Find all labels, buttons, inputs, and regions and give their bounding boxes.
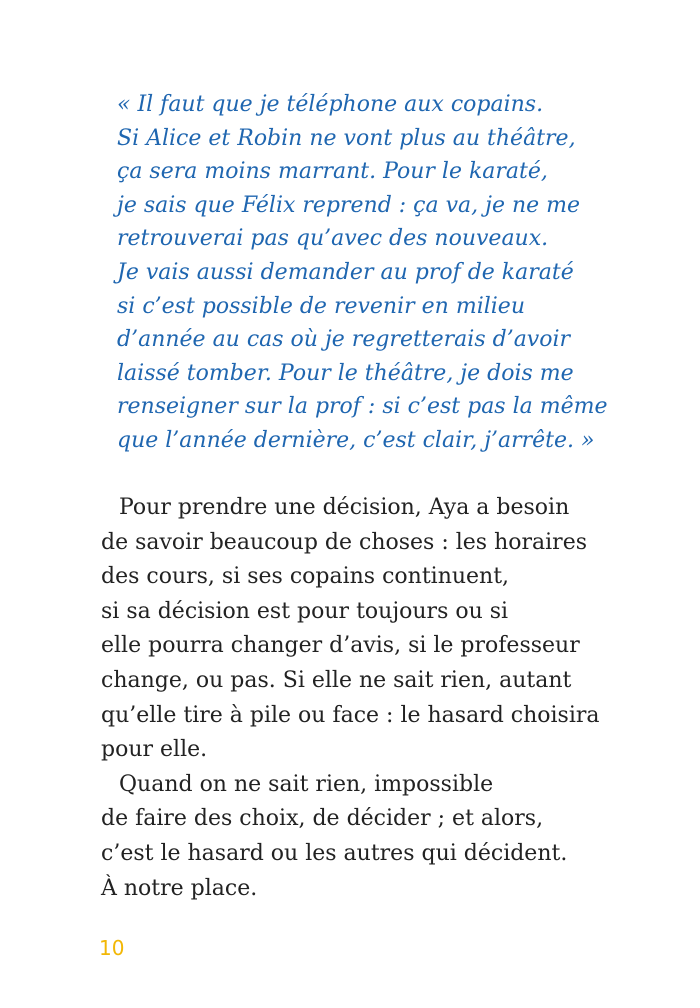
body-text bbox=[101, 491, 681, 906]
body-line: si sa décision est pour toujours ou si bbox=[101, 598, 509, 624]
paragraph-2 bbox=[101, 768, 681, 906]
quote-line: retrouverai pas qu’avec des nouveaux. bbox=[117, 226, 549, 252]
quote-line: renseigner sur la prof : si c’est pas la même bbox=[117, 394, 608, 420]
quote-line: d’année au cas où je regretterais d’avoir bbox=[117, 327, 571, 353]
quote-line: ça sera moins marrant. Pour le karaté, bbox=[117, 159, 548, 185]
body-line: de faire des choix, de décider ; et alors, bbox=[101, 806, 544, 832]
page-number: 10 bbox=[99, 936, 125, 960]
quote-line: laissé tomber. Pour le théâtre, je dois me bbox=[117, 360, 574, 386]
body-line: Quand on ne sait rien, impossible bbox=[119, 771, 494, 797]
body-line: des cours, si ses copains continuent, bbox=[101, 564, 510, 590]
quote-line: que l’année dernière, c’est clair, j’arrête. » bbox=[117, 427, 595, 453]
body-line: change, ou pas. Si elle ne sait rien, autant bbox=[101, 667, 572, 693]
quote-line: Si Alice et Robin ne vont plus au théâtre, bbox=[117, 125, 576, 151]
quote-block bbox=[117, 88, 677, 458]
body-line: elle pourra changer d’avis, si le professeur bbox=[101, 633, 580, 659]
quote-line: « Il faut que je téléphone aux copains. bbox=[117, 92, 544, 117]
quote-line: si c’est possible de revenir en milieu bbox=[117, 293, 525, 319]
body-line: pour elle. bbox=[101, 737, 208, 763]
body-line: qu’elle tire à pile ou face : le hasard choisira bbox=[101, 702, 600, 728]
body-line: À notre place. bbox=[101, 875, 258, 901]
body-line: Pour prendre une décision, Aya a besoin bbox=[119, 495, 570, 520]
body-line: de savoir beaucoup de choses : les horaires bbox=[101, 529, 587, 555]
quote-line: Je vais aussi demander au prof de karaté bbox=[117, 259, 574, 285]
quote-line: je sais que Félix reprend : ça va, je ne me bbox=[117, 192, 581, 218]
body-line: c’est le hasard ou les autres qui décident. bbox=[101, 840, 568, 866]
paragraph-1 bbox=[101, 491, 681, 768]
